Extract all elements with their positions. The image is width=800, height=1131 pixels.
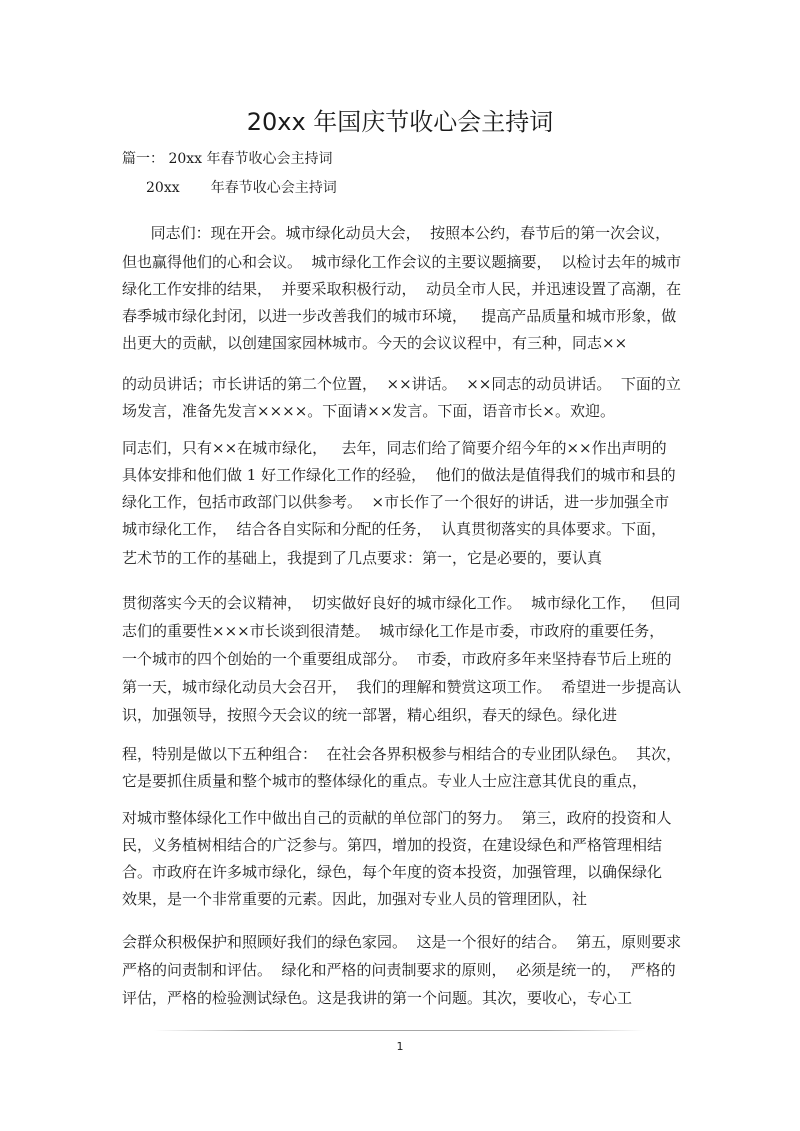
body-line: 的动员讲话；市长讲话的第二个位置， ××讲话。 ××同志的动员讲话。 下面的立 [122, 375, 681, 393]
subtitle-line-1: 篇一： 20xx 年春节收心会主持词 [122, 151, 333, 167]
body-line: 效果，是一个非常重要的元素。因此，加强对专业人员的管理团队，社 [122, 890, 588, 908]
body-line: 对城市整体绿化工作中做出自己的贡献的单位部门的努力。 第三，政府的投资和人 [122, 809, 672, 827]
body-line: 绿化工作，包括市政部门以供参考。 ×市长作了一个很好的讲话，进一步加强全市 [122, 493, 670, 511]
body-line: 识，加强领导，按照今天会议的统一部署，精心组织，春天的绿色。绿化进 [122, 706, 618, 724]
body-line: 一个城市的四个创始的一个重要组成部分。 市委，市政府多年来坚持春节后上班的 [122, 650, 672, 668]
body-line: 合。市政府在许多城市绿化，绿色，每个年度的资本投资，加强管理，以确保绿化 [122, 863, 663, 881]
body-line: 春季城市绿化封闭，以进一步改善我们的城市环境， 提高产品质量和城市形象，做 [122, 307, 677, 325]
page-number: 1 [396, 1040, 404, 1053]
body-line: 同志们，只有××在城市绿化， 去年，同志们给了简要介绍今年的××作出声明的 [122, 439, 667, 457]
body-line: 绿化工作安排的结果， 并要采取积极行动， 动员全市人民，并迅速设置了高潮，在 [122, 280, 682, 298]
body-line: 城市绿化工作， 结合各自实际和分配的任务， 认真贯彻落实的具体要求。下面， [122, 520, 667, 538]
body-line: 程，特别是做以下五种组合： 在社会各界积极参与相结合的专业团队绿色。 其次， [122, 745, 682, 763]
body-line: 严格的问责制和评估。 绿化和严格的问责制要求的原则， 必须是统一的， 严格的 [122, 961, 676, 979]
body-line: 民，义务植树相结合的广泛参与。第四，增加的投资，在建设绿色和严格管理相结 [122, 836, 663, 854]
body-line: 评估，严格的检验测试绿色。这是我讲的第一个问题。其次，要收心，专心工 [122, 989, 633, 1007]
body-line: 会群众积极保护和照顾好我们的绿色家园。 这是一个很好的结合。 第五，原则要求 [122, 933, 682, 951]
body-line: 贯彻落实今天的会议精神， 切实做好良好的城市绿化工作。 城市绿化工作， 但同 [122, 594, 681, 612]
document-title: 20xx 年国庆节收心会主持词 [246, 108, 554, 136]
body-line: 志们的重要性×××市长谈到很清楚。 城市绿化工作是市委，市政府的重要任务， [122, 622, 665, 640]
body-line: 它是要抓住质量和整个城市的整体绿化的重点。专业人士应注意其优良的重点， [122, 772, 648, 790]
subtitle-line-2: 20xx 年春节收心会主持词 [146, 180, 337, 196]
body-line: 艺术节的工作的基础上，我提到了几点要求：第一，它是必要的，要认真 [122, 549, 603, 567]
body-line: 但也赢得他们的心和会议。 城市绿化工作会议的主要议题摘要， 以检讨去年的城市 [122, 253, 682, 271]
body-line: 具体安排和他们做 1 好工作绿化工作的经验， 他们的做法是值得我们的城市和县的 [122, 466, 676, 484]
body-line: 场发言，准备先发言××××。下面请××发言。下面，语音市长×。欢迎。 [122, 402, 615, 420]
body-line: 第一天，城市绿化动员大会召开， 我们的理解和赞赏这项工作。 希望进一步提高认 [122, 678, 682, 696]
body-line: 出更大的贡献，以创建国家园林城市。今天的会议议程中，有三种，同志×× [122, 334, 628, 352]
body-line: 同志们：现在开会。城市绿化动员大会， 按照本公约，春节后的第一次会议， [122, 224, 671, 242]
footer-divider [154, 1030, 644, 1031]
